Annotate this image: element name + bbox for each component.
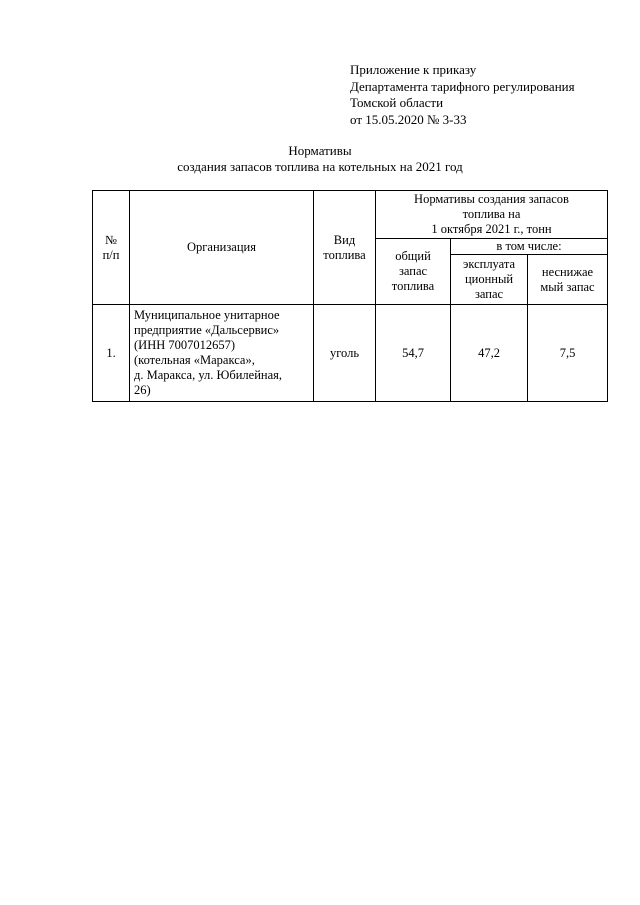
cell-total: 54,7 (376, 305, 451, 402)
header-text: топлива (391, 279, 435, 293)
header-organization: Организация (130, 191, 314, 305)
title-line: создания запасов топлива на котельных на 2021 год (177, 159, 463, 174)
header-text: неснижае (541, 264, 594, 279)
header-total (376, 239, 451, 305)
org-text: 26) (134, 383, 151, 397)
appendix-line: Приложение к приказу (350, 62, 477, 77)
appendix-header (350, 62, 575, 128)
org-text: (котельная «Маракса», (134, 353, 255, 367)
header-text: Нормативы создания запасов (414, 192, 569, 206)
header-text: эксплуата (462, 257, 516, 271)
org-text: д. Маракса, ул. Юбилейная, (134, 368, 283, 382)
cell-reserve: 7,5 (528, 305, 608, 402)
appendix-line: Департамента тарифного регулирования (350, 78, 575, 94)
header-including: в том числе: (451, 239, 608, 255)
org-text: предприятие «Дальсервис» (134, 323, 280, 337)
header-operational (451, 255, 528, 305)
appendix-date-line: от 15.05.2020 № 3-33 (350, 111, 467, 127)
header-reserve (528, 255, 608, 305)
cell-fuel: уголь (314, 305, 376, 402)
header-text: общий (395, 249, 431, 263)
header-text: мый запас (540, 279, 595, 294)
cell-organization (130, 305, 314, 402)
header-text: топлива на (462, 207, 521, 221)
header-text: ционный (464, 272, 514, 286)
header-normatives (376, 191, 608, 239)
header-text: запас (474, 287, 504, 301)
table-row (93, 305, 608, 402)
header-text: запас (398, 264, 428, 278)
header-text: топлива (323, 247, 366, 262)
appendix-line: Томской области (350, 95, 444, 110)
title-line: Нормативы (288, 143, 352, 158)
header-text: № (105, 232, 117, 247)
header-text: 1 октября 2021 г., тонн (431, 222, 552, 236)
header-text: Вид (333, 232, 356, 247)
header-fuel-type (314, 191, 376, 305)
header-num (93, 191, 130, 305)
org-text: (ИНН 7007012657) (134, 338, 236, 352)
cell-num: 1. (93, 305, 130, 402)
cell-operational: 47,2 (451, 305, 528, 402)
normatives-table (92, 190, 608, 402)
document-title (0, 143, 640, 175)
header-text: п/п (102, 247, 120, 262)
org-text: Муниципальное унитарное (134, 308, 280, 322)
header-row (93, 191, 608, 239)
